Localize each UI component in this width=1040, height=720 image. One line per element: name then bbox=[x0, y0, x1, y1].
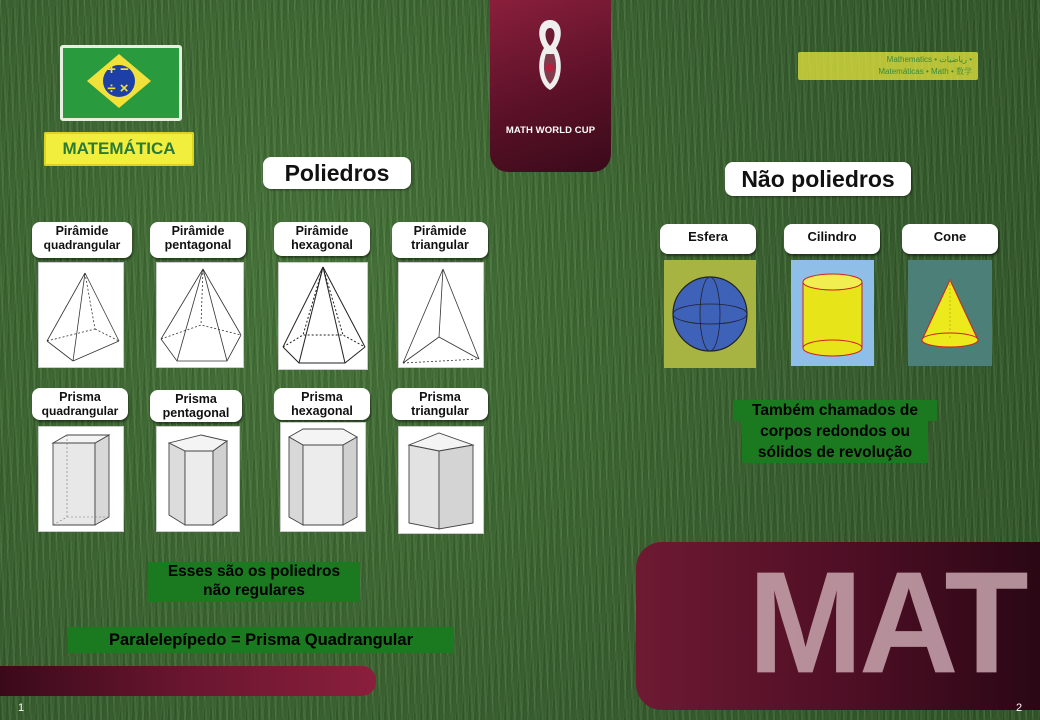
pyramid-3-icon bbox=[399, 263, 483, 367]
label-line: Prisma bbox=[419, 390, 461, 404]
pyramid-6-icon bbox=[279, 263, 367, 369]
equation-text: Paralelepípedo = Prisma Quadrangular bbox=[68, 627, 454, 653]
note-line: corpos redondos ou bbox=[742, 421, 928, 442]
label-line: Pirâmide bbox=[295, 224, 349, 238]
prism-6-icon bbox=[281, 423, 365, 531]
label-line: triangular bbox=[411, 238, 469, 252]
pyramid-5-image bbox=[156, 262, 244, 368]
bottom-bar bbox=[0, 666, 376, 696]
cone-icon bbox=[908, 260, 992, 366]
language-line-1: Mathematics • ﺭﻳﺎﺿﻴﺎﺕ • bbox=[886, 55, 972, 64]
sphere-icon bbox=[664, 260, 756, 368]
label-line: hexagonal bbox=[291, 404, 353, 418]
label-line: Prisma bbox=[175, 392, 217, 406]
label-line: pentagonal bbox=[162, 406, 230, 420]
label-line: Prisma bbox=[301, 390, 343, 404]
math-symbols: + − ÷ × bbox=[107, 61, 129, 97]
prism-5-image bbox=[156, 426, 240, 532]
label-piramide-triangular bbox=[392, 222, 488, 258]
pyramid-5-icon bbox=[157, 263, 243, 367]
world-cup-trophy-icon bbox=[530, 12, 570, 96]
label-cilindro: Cilindro bbox=[784, 224, 880, 254]
label-piramide-pentagonal bbox=[150, 222, 246, 258]
note-line: sólidos de revolução bbox=[742, 442, 928, 463]
note-line: Também chamados de bbox=[733, 400, 937, 421]
note-line: não regulares bbox=[189, 581, 319, 600]
prism-5-icon bbox=[157, 427, 239, 531]
label-prisma-triangular bbox=[392, 388, 488, 420]
cone-image bbox=[908, 260, 992, 366]
mat-big-text: MAT bbox=[748, 542, 1025, 704]
label-prisma-quadrangular bbox=[32, 388, 128, 420]
label-line: Pirâmide bbox=[171, 224, 225, 238]
page-number-left: 1 bbox=[18, 702, 25, 714]
poliedros-title: Poliedros bbox=[263, 157, 411, 189]
language-line-2: Matemáticas • Math • 数学 bbox=[878, 67, 972, 76]
label-piramide-hexagonal bbox=[274, 222, 370, 256]
prism-3-icon bbox=[399, 427, 483, 533]
cylinder-icon bbox=[791, 260, 874, 366]
label-line: Pirâmide bbox=[413, 224, 467, 238]
label-line: quadrangular bbox=[43, 238, 121, 252]
label-line: Prisma bbox=[59, 390, 101, 404]
round-bodies-note bbox=[733, 400, 937, 463]
nao-poliedros-title: Não poliedros bbox=[725, 162, 911, 196]
prism-4-image bbox=[38, 426, 124, 532]
pyramid-4-icon bbox=[39, 263, 123, 367]
label-line: triangular bbox=[411, 404, 469, 418]
polyhedra-note bbox=[148, 562, 360, 602]
label-line: Pirâmide bbox=[55, 224, 109, 238]
cylinder-image bbox=[791, 260, 874, 366]
language-badge bbox=[798, 52, 978, 80]
pyramid-6-image bbox=[278, 262, 368, 370]
label-prisma-hexagonal bbox=[274, 388, 370, 420]
label-cone: Cone bbox=[902, 224, 998, 254]
label-prisma-pentagonal bbox=[150, 390, 242, 422]
pyramid-3-image bbox=[398, 262, 484, 368]
brazil-flag-icon bbox=[60, 45, 182, 121]
prism-4-icon bbox=[39, 427, 123, 531]
page-number-right: 2 bbox=[1016, 702, 1023, 714]
world-cup-panel bbox=[490, 0, 611, 172]
prism-3-image bbox=[398, 426, 484, 534]
label-esfera: Esfera bbox=[660, 224, 756, 254]
subject-label: MATEMÁTICA bbox=[44, 132, 194, 166]
cup-title: MATH WORLD CUP bbox=[505, 125, 596, 136]
label-line: quadrangular bbox=[41, 404, 119, 418]
sphere-image bbox=[664, 260, 756, 368]
label-piramide-quadrangular bbox=[32, 222, 132, 258]
prism-6-image bbox=[280, 422, 366, 532]
note-line: Esses são os poliedros bbox=[167, 563, 341, 580]
label-line: pentagonal bbox=[164, 238, 232, 252]
label-line: hexagonal bbox=[291, 238, 353, 252]
pyramid-4-image bbox=[38, 262, 124, 368]
